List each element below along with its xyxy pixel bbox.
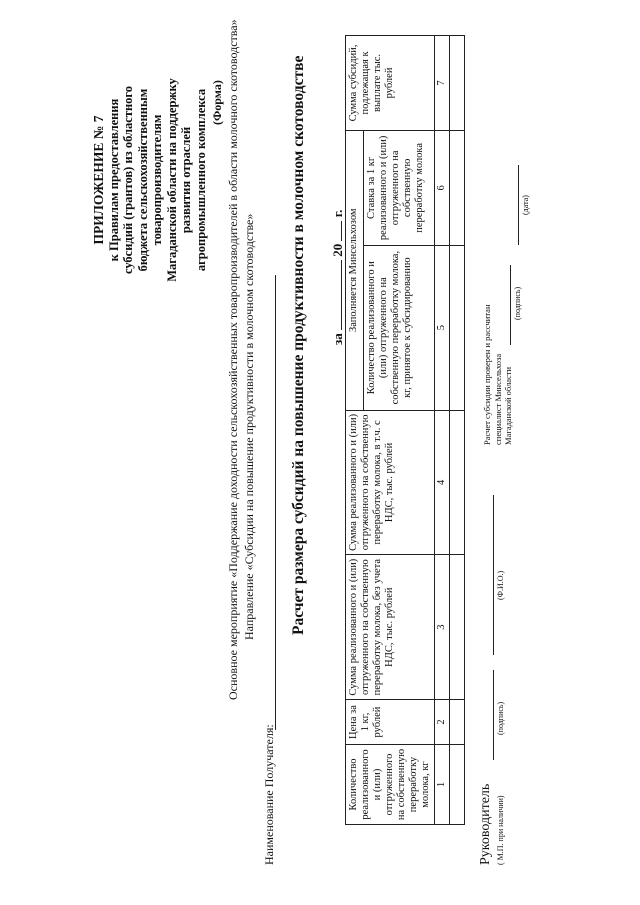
check-note (482, 305, 514, 446)
head-signature-caption: (подпись) (496, 701, 505, 735)
column-header: Количество реализованного и (или) отгруженного на собственную переработку молока, кг (346, 745, 435, 825)
year-field[interactable] (341, 221, 342, 241)
specialist-signature-caption: (подпись) (513, 286, 522, 320)
data-cell[interactable] (450, 700, 465, 745)
measure-block (225, 19, 257, 700)
check-line: Расчет субсидии проверен и рассчитан (482, 304, 492, 445)
column-header: Цена за 1 кг, рублей (346, 700, 435, 745)
appendix-line: Магаданской области на поддержку (164, 78, 179, 282)
group-header: Заполняется Минсельхозом (346, 130, 364, 410)
calculation-table (345, 35, 465, 825)
column-number: 2 (435, 700, 450, 745)
data-cell[interactable] (450, 745, 465, 825)
column-number: 7 (435, 36, 450, 131)
head-name-field[interactable] (493, 495, 494, 655)
appendix-line: ПРИЛОЖЕНИЕ № 7 (91, 115, 106, 245)
data-cell[interactable] (450, 410, 465, 555)
period-prefix: за (330, 333, 345, 345)
column-header: Сумма реализованного и (или) отгруженного на собственную переработку молока, в т.ч. с НДС, тыс. рублей (346, 410, 435, 555)
column-number: 1 (435, 745, 450, 825)
column-header: Сумма реализованного и (или) отгруженного на собственную переработку молока, без учета НДС, тыс. рублей (346, 555, 435, 700)
head-label: Руководитель (478, 783, 493, 865)
data-cell[interactable] (450, 130, 465, 245)
appendix-line: развития отраслей (179, 126, 193, 234)
page-title: Расчет размера субсидий на повышение продуктивности в молочном скотоводстве (290, 55, 307, 635)
period-year-suffix: г. (330, 209, 345, 218)
head-signature-field[interactable] (493, 670, 494, 760)
appendix-line: агропромышленного комплекса (193, 88, 208, 272)
period-year-prefix: 20 (330, 243, 345, 257)
measure-direction: Направление «Субсидии на повышение продуктивности в молочном скотоводстве» (242, 213, 256, 640)
data-cell[interactable] (450, 36, 465, 131)
data-cell[interactable] (450, 245, 465, 410)
appendix-line: товаропроизводителям (150, 114, 164, 246)
column-number: 6 (435, 130, 450, 245)
specialist-signature-field[interactable] (510, 265, 511, 345)
stamp-note: ( М.П. при наличии) (496, 795, 505, 865)
date-caption: (дата) (521, 195, 530, 215)
appendix-header (92, 45, 208, 315)
column-number: 5 (435, 245, 450, 410)
date-field[interactable] (518, 165, 519, 245)
column-header: Ставка за 1 кг реализованного и (или) отгруженного на собственную переработку молока (364, 130, 435, 245)
appendix-line: бюджета сельскохозяйственным (135, 88, 150, 272)
check-line: специалист Минсельхоза (492, 353, 503, 445)
form-label: (Форма) (210, 80, 224, 125)
column-number: 3 (435, 555, 450, 700)
data-cell[interactable] (450, 555, 465, 700)
period-field[interactable] (341, 260, 342, 330)
column-header: Сумма субсидий, подлежащая к выплате тыс. рублей (346, 36, 435, 131)
appendix-line: субсидий (грантов) из областного (121, 85, 135, 275)
check-line: Магаданской области (503, 366, 513, 445)
period-line (330, 210, 346, 345)
appendix-line: к Правилам предоставления (106, 98, 121, 262)
column-header: Количество реализованного и (или) отгруженного на собственную переработку молока, кг, принятое к субсидированию (364, 245, 435, 410)
column-number: 4 (435, 410, 450, 555)
recipient-label: Наименование Получателя: (262, 724, 276, 865)
head-name-caption: (Ф.И.О.) (496, 570, 505, 600)
recipient-field[interactable] (275, 275, 276, 730)
main-measure: Основное мероприятие «Поддержание доходности сельскохозяйственных товаропроизводителей в области молочного скотоводства» (226, 19, 240, 700)
